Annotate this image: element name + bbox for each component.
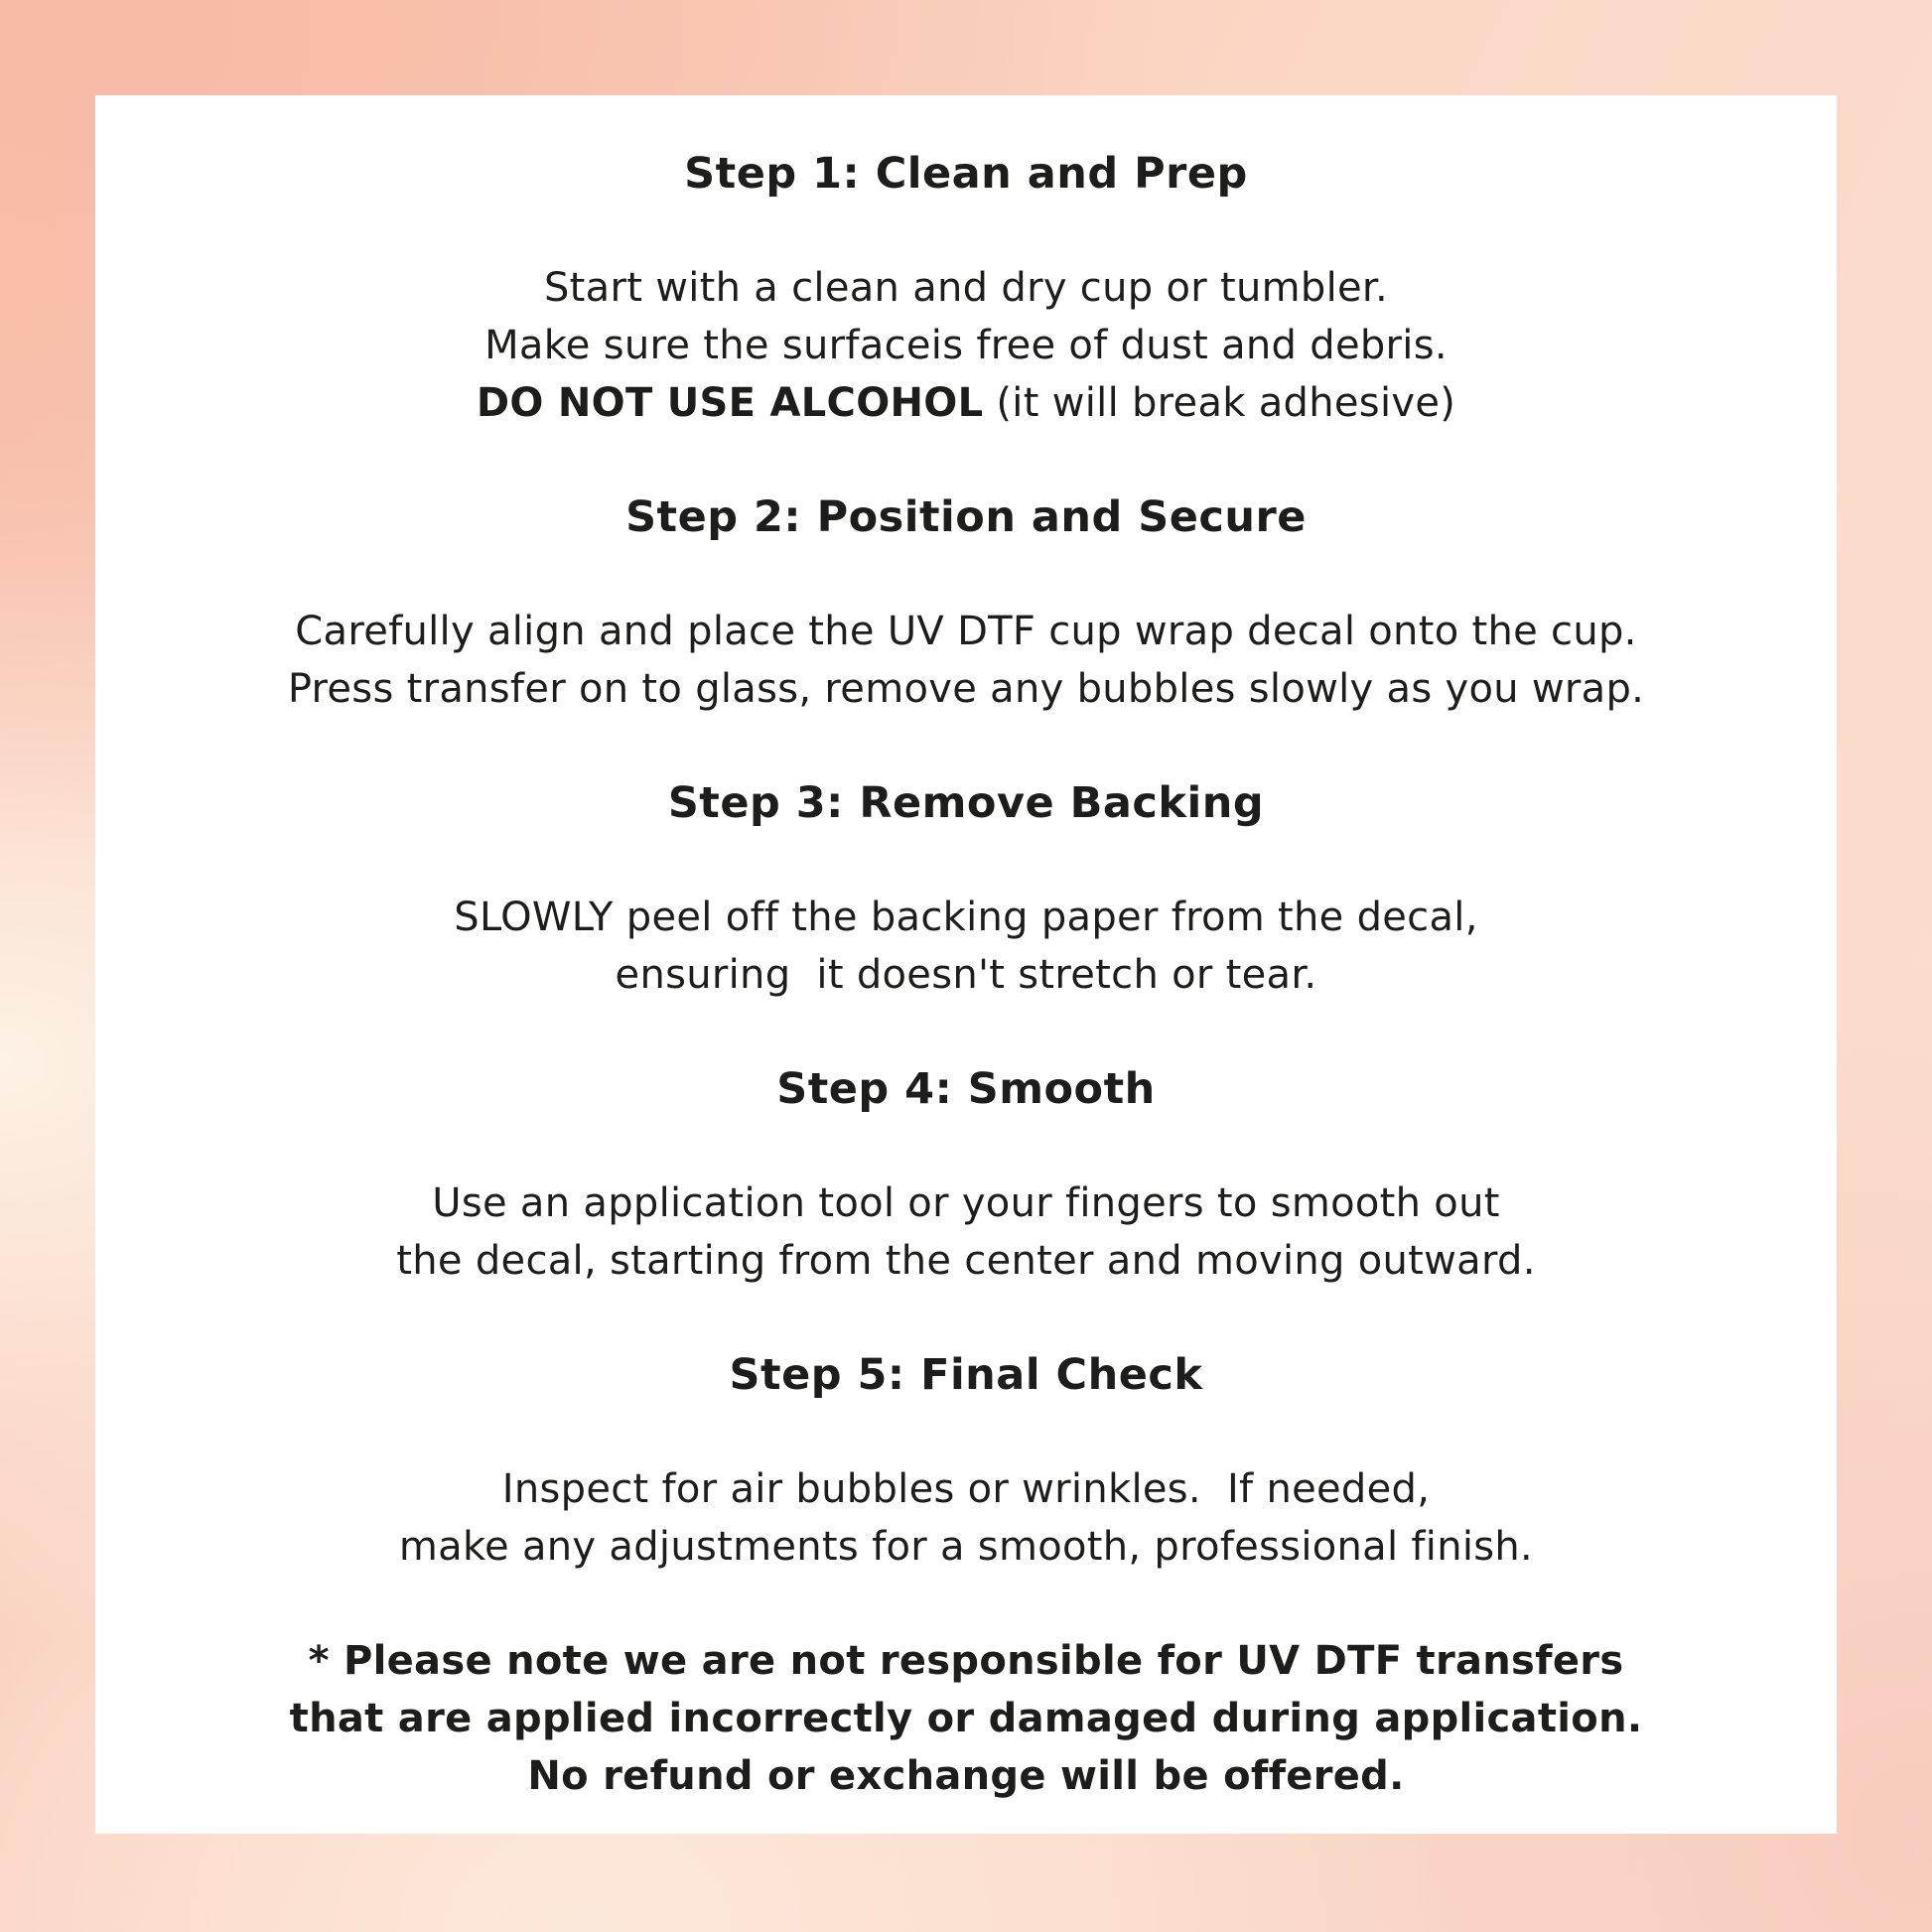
step-2-heading: Step 2: Position and Secure <box>625 492 1307 542</box>
step-3-line-1: SLOWLY peel off the backing paper from the decal, <box>454 895 1478 940</box>
alcohol-warning-rest: (it will break adhesive) <box>983 380 1456 426</box>
step-3-line-2: ensuring it doesn't stretch or tear. <box>615 952 1317 998</box>
step-1-line-2: Make sure the surfaceis free of dust and debris. <box>484 323 1448 368</box>
step-4-line-2: the decal, starting from the center and moving outward. <box>396 1238 1536 1284</box>
disclaimer-line-3: No refund or exchange will be offered. <box>527 1753 1405 1799</box>
step-3-body <box>135 889 1797 1004</box>
step-5-heading: Step 5: Final Check <box>729 1350 1203 1400</box>
step-1-body <box>135 259 1797 432</box>
step-2-body <box>135 603 1797 718</box>
step-2-line-1: Carefully align and place the UV DTF cup wrap decal onto the cup. <box>295 609 1637 654</box>
step-1-heading: Step 1: Clean and Prep <box>684 149 1248 199</box>
step-4-line-1: Use an application tool or your fingers to smooth out <box>432 1180 1500 1226</box>
disclaimer-note <box>135 1632 1797 1805</box>
step-1-line-3 <box>135 374 1797 432</box>
step-1-line-1: Start with a clean and dry cup or tumbler. <box>543 265 1388 311</box>
step-5-body <box>135 1460 1797 1576</box>
instruction-card <box>95 95 1837 1834</box>
alcohol-warning-bold: DO NOT USE ALCOHOL <box>476 380 984 426</box>
step-4-body <box>135 1174 1797 1290</box>
disclaimer-line-2: that are applied incorrectly or damaged during application. <box>289 1696 1643 1741</box>
disclaimer-line-1: * Please note we are not responsible for UV DTF transfers <box>308 1638 1624 1684</box>
step-2-line-2: Press transfer on to glass, remove any bubbles slowly as you wrap. <box>287 666 1645 712</box>
step-5-line-2: make any adjustments for a smooth, professional finish. <box>398 1524 1534 1570</box>
step-5-line-1: Inspect for air bubbles or wrinkles. If needed, <box>501 1466 1431 1512</box>
step-3-heading: Step 3: Remove Backing <box>667 778 1265 828</box>
step-4-heading: Step 4: Smooth <box>776 1064 1156 1114</box>
